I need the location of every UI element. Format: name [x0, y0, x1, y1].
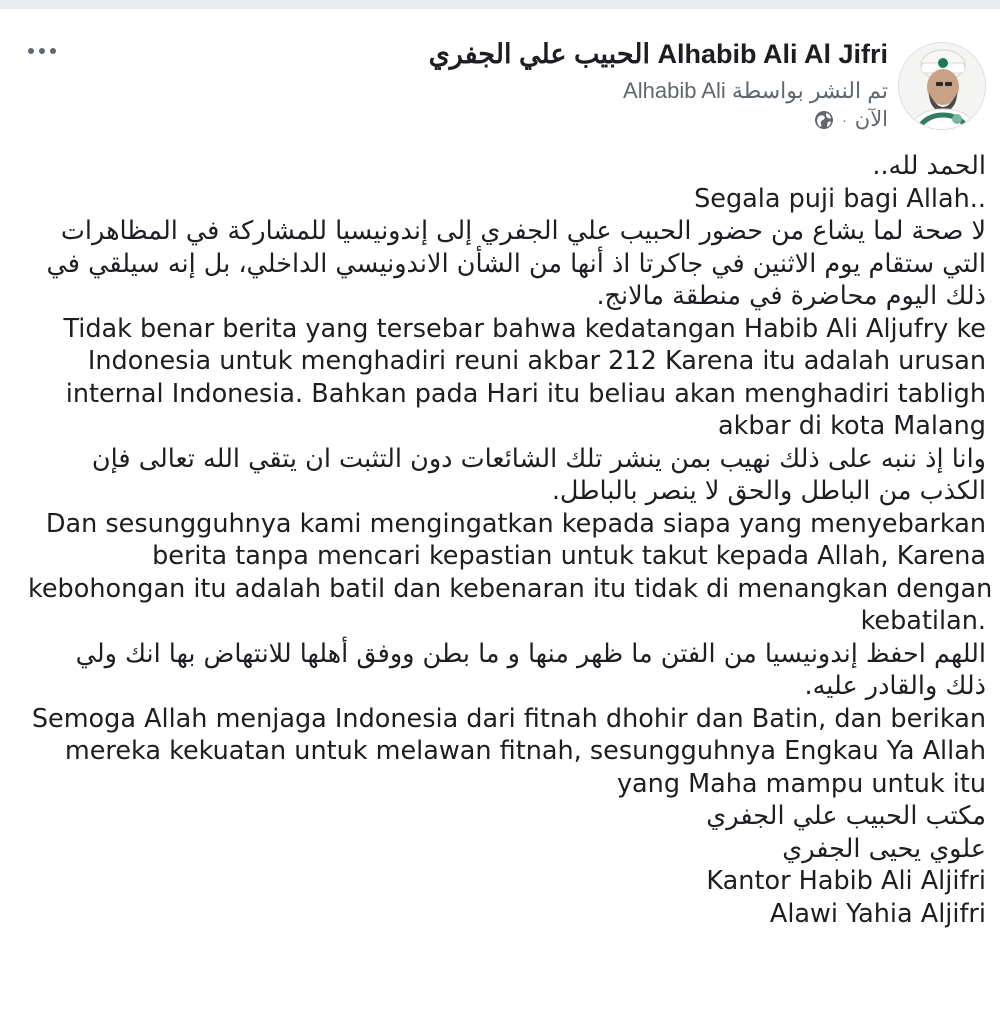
more-options-button[interactable] — [22, 36, 62, 66]
more-options-dot — [50, 48, 56, 54]
post-line: علوي يحيى الجفري — [782, 833, 986, 864]
post-line: berita tanpa mencari kepastian untuk takut kepada Allah, Karena — [152, 541, 986, 571]
post-line: لا صحة لما يشاع من حضور الحبيب علي الجفري إلى إندونيسيا للمشاركة في المظاهرات — [60, 216, 986, 246]
post-line: kebatilan. — [860, 606, 986, 636]
post-line: Tidak benar berita yang tersebar bahwa kedatangan Habib Ali Aljufry ke — [63, 313, 986, 344]
post-line: Alawi Yahia Aljifri — [769, 898, 986, 929]
post-header — [429, 36, 888, 134]
more-options-dot — [39, 48, 45, 54]
post-line: akbar di kota Malang — [717, 411, 986, 441]
post-line: التي ستقام يوم الاثنين في جاكرتا اذ أنها من الشأن الاندونيسي الداخلي، بل إنه سيلقي في — [46, 248, 986, 279]
feed-top-strip — [0, 0, 1000, 9]
posted-by-text: تم النشر بواسطة Alhabib Ali — [623, 78, 888, 103]
avatar-image — [899, 43, 986, 130]
more-options-icon — [28, 48, 34, 54]
post-meta — [429, 106, 888, 134]
post-line: Kantor Habib Ali Aljifri — [706, 866, 986, 896]
post-line: yang Maha mampu untuk itu — [616, 768, 986, 799]
post-timestamp[interactable]: الآن — [854, 108, 888, 131]
page-name-link[interactable]: Alhabib Ali Al Jifri الحبيب علي الجفري — [428, 39, 888, 69]
page-avatar[interactable] — [898, 42, 986, 130]
post-line: الحمد لله.. — [872, 151, 986, 181]
post-line: مكتب الحبيب علي الجفري — [706, 801, 986, 831]
post-line: ذلك اليوم محاضرة في منطقة مالانج. — [596, 281, 986, 311]
post-line: Semoga Allah menjaga Indonesia dari fitnah dhohir dan Batin, dan berikan — [31, 703, 986, 734]
post-line: Segala puji bagi Allah.. — [694, 183, 986, 214]
post-line: kebohongan itu adalah batil dan kebenaran itu tidak di menangkan dengan — [28, 573, 993, 604]
post-line: الكذب من الباطل والحق لا ينصر بالباطل. — [551, 476, 986, 506]
post-line: Dan sesungguhnya kami mengingatkan kepada siapa yang menyebarkan — [45, 508, 986, 539]
globe-icon[interactable] — [814, 110, 834, 130]
post-line: mereka kekuatan untuk melawan fitnah, sesungguhnya Engkau Ya Allah — [64, 736, 986, 766]
post-line: internal Indonesia. Bahkan pada Hari itu beliau akan menghadiri tabligh — [65, 378, 986, 409]
post-line: وانا إذ ننبه على ذلك نهيب بمن ينشر تلك الشائعات دون التثبت ان يتقي الله تعالى فإن — [91, 443, 986, 474]
post-line: Indonesia untuk menghadiri reuni akbar 212 Karena itu adalah urusan — [87, 346, 986, 376]
post-line: اللهم احفظ إندونيسيا من الفتن ما ظهر منها و ما بطن ووفق أهلها للانتهاض بها انك ولي — [75, 638, 986, 669]
post-body — [28, 150, 993, 930]
post-line: ذلك والقادر عليه. — [804, 671, 986, 701]
meta-separator: · — [842, 112, 847, 128]
